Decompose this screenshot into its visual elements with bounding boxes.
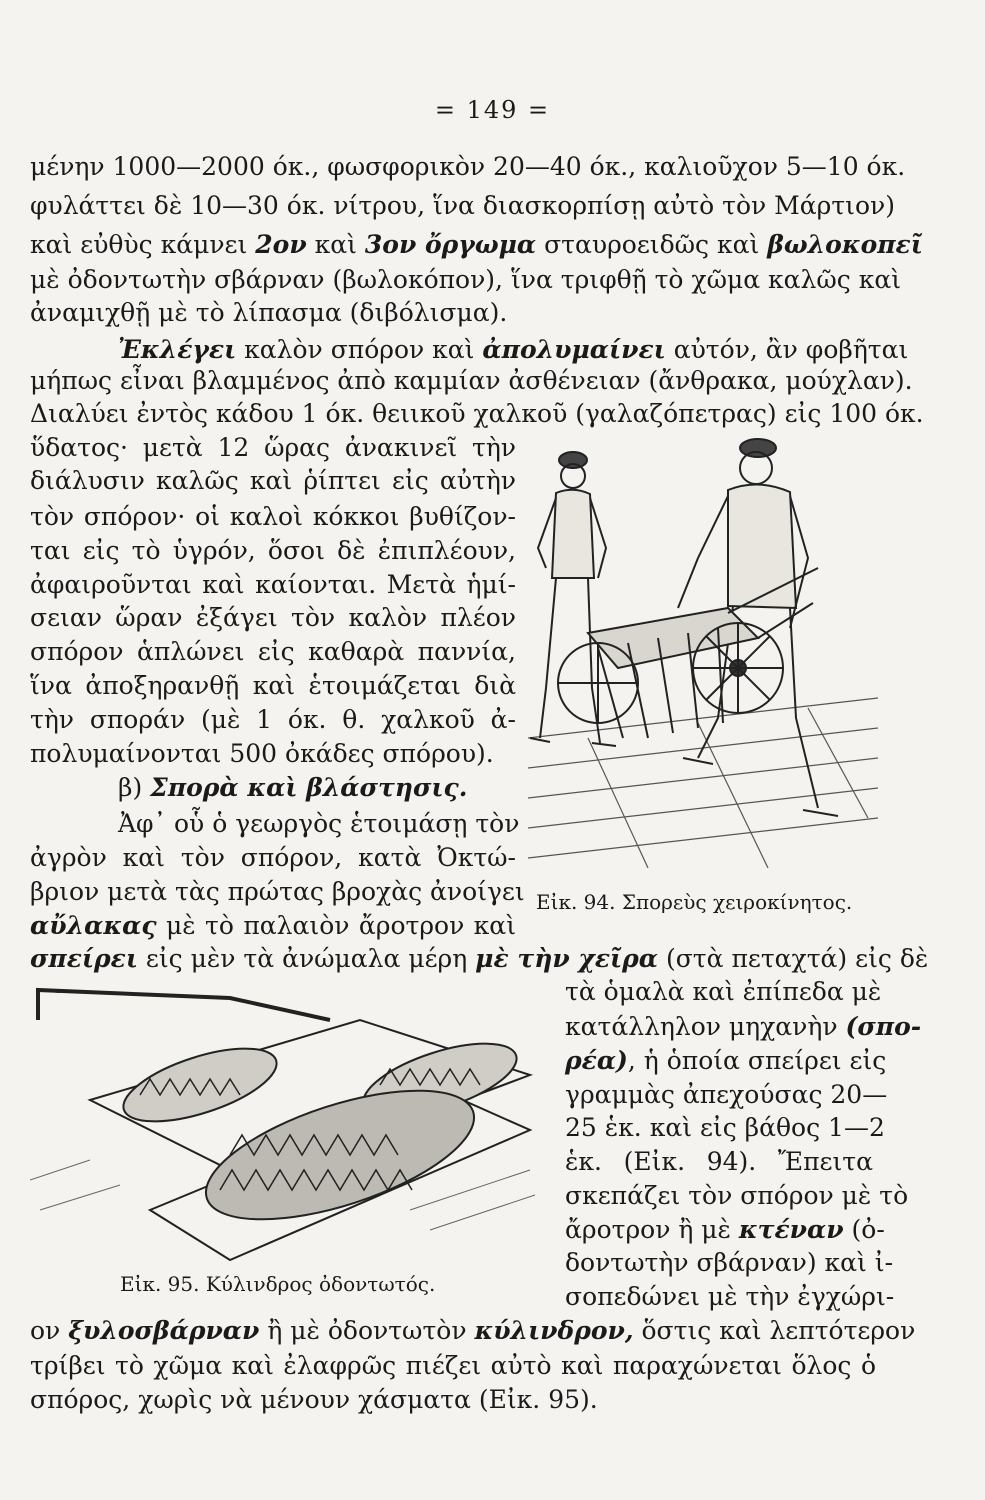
text-line: γραμμὰς ἀπεχούσας 20— bbox=[565, 1080, 888, 1109]
text-line: σπόρος, χωρὶς νὰ μένουν χάσματα (Εἰκ. 95). bbox=[30, 1385, 598, 1414]
text-line: σπείρει εἰς μὲν τὰ ἀνώμαλα μέρη μὲ τὴν χεῖρα (στὰ πεταχτά) εἰς δὲ bbox=[30, 944, 929, 973]
figure-95-caption: Εἰκ. 95. Κύλινδρος ὀδοντωτός. bbox=[120, 1272, 436, 1296]
roller-drum bbox=[115, 1029, 524, 1246]
text-line: 25 ἑκ. καὶ εἰς βάθος 1—2 bbox=[565, 1113, 885, 1142]
text-line: ται εἰς τὸ ὑγρόν, ὅσοι δὲ ἐπιπλέουν, bbox=[30, 536, 516, 565]
text-line: ἄροτρον ἢ μὲ κτέναν (ὀ- bbox=[565, 1215, 885, 1244]
text-line: Ἐκλέγει καλὸν σπόρον καὶ ἀπολυμαίνει αὐτόν, ἂν φοβῆται bbox=[118, 335, 909, 364]
text-line: μένην 1000—2000 όκ., φωσφορικὸν 20—40 όκ., καλιοῦχον 5—10 όκ. bbox=[30, 152, 906, 181]
text-line: τρίβει τὸ χῶμα καὶ ἐλαφρῶς πιέζει αὐτὸ καὶ παραχώνεται ὅλος ὁ bbox=[30, 1351, 876, 1380]
figure-94-caption: Εἰκ. 94. Σπορεὺς χειροκίνητος. bbox=[536, 890, 853, 914]
toothed-roller-figure bbox=[30, 980, 540, 1265]
text-line: ἀγρὸν καὶ τὸν σπόρον, κατὰ Ὀκτώ- bbox=[30, 843, 516, 872]
left-worker bbox=[530, 452, 616, 746]
text-line: ον ξυλοσβάρναν ἢ μὲ ὀδοντωτὸν κύλινδρον, ὅστις καὶ λεπτότερον bbox=[30, 1316, 916, 1345]
text-line: ἵνα ἀποξηρανθῇ καὶ ἑτοιμάζεται διὰ bbox=[30, 671, 516, 700]
text-line: μὲ ὀδοντωτὴν σβάρναν (βωλοκόπον), ἵνα τριφθῇ τὸ χῶμα καλῶς καὶ bbox=[30, 265, 902, 294]
text-line: σκεπάζει τὸν σπόρον μὲ τὸ bbox=[565, 1181, 909, 1210]
text-line: τὸν σπόρον· οἱ καλοὶ κόκκοι βυθίζον- bbox=[30, 502, 516, 531]
text-line: ἀναμιχθῇ μὲ τὸ λίπασμα (διβόλισμα). bbox=[30, 298, 508, 327]
text-line: σπόρον ἁπλώνει εἰς καθαρὰ παννία, bbox=[30, 637, 516, 666]
text-line: ἑκ. (Εἰκ. 94). Ἔπειτα bbox=[565, 1147, 873, 1176]
text-line: πολυμαίνονται 500 ὀκάδες σπόρου). bbox=[30, 739, 494, 768]
text-line: διάλυσιν καλῶς καὶ ῥίπτει εἰς αὐτὴν bbox=[30, 466, 516, 495]
section-heading: β) Σπορὰ καὶ βλάστησις. bbox=[118, 773, 468, 802]
text-line: μήπως εἶναι βλαμμένος ἀπὸ καμμίαν ἀσθένειαν (ἄνθρακα, μούχλαν). bbox=[30, 366, 913, 395]
text-line: Ἀφ᾽ οὗ ὁ γεωργὸς ἑτοιμάσῃ τὸν bbox=[118, 809, 520, 838]
text-line: κατάλληλον μηχανὴν (σπο- bbox=[565, 1012, 922, 1041]
text-line: δοντωτὴν σβάρναν) καὶ ἰ- bbox=[565, 1248, 894, 1277]
text-line: σειαν ὥραν ἐξάγει τὸν καλὸν πλέον bbox=[30, 603, 516, 632]
text-line: ρέα), ἡ ὁποία σπείρει εἰς bbox=[565, 1046, 887, 1075]
text-line: αὔλακας μὲ τὸ παλαιὸν ἄροτρον καὶ bbox=[30, 911, 516, 940]
text-line: ὕδατος· μετὰ 12 ὥρας ἀνακινεῖ τὴν bbox=[30, 433, 516, 462]
text-line: τὴν σποράν (μὲ 1 όκ. θ. χαλκοῦ ἀ- bbox=[30, 705, 516, 734]
toothed-roller-illustration bbox=[30, 980, 540, 1265]
text-line: Διαλύει ἐντὸς κάδου 1 όκ. θειικοῦ χαλκοῦ (γαλαζόπετρας) εἰς 100 όκ. bbox=[30, 399, 924, 428]
text-line: σοπεδώνει μὲ τὴν ἐγχώρι- bbox=[565, 1282, 895, 1311]
text-line: ἀφαιροῦνται καὶ καίονται. Μετὰ ἡμί- bbox=[30, 570, 516, 599]
text-line: τὰ ὁμαλὰ καὶ ἐπίπεδα μὲ bbox=[565, 977, 882, 1006]
text-line: βριον μετὰ τὰς πρώτας βροχὰς ἀνοίγει bbox=[30, 877, 525, 906]
hand-seeder-illustration bbox=[528, 438, 878, 868]
page-number: = 149 = bbox=[434, 96, 551, 124]
text-line: φυλάττει δὲ 10—30 όκ. νίτρου, ἵνα διασκορπίσῃ αὐτὸ τὸν Μάρτιον) bbox=[30, 191, 895, 220]
hand-seeder-figure bbox=[528, 438, 878, 868]
text-line: καὶ εὐθὺς κάμνει 2ον καὶ 3ον ὄργωμα σταυροειδῶς καὶ βωλοκοπεῖ bbox=[30, 230, 923, 259]
